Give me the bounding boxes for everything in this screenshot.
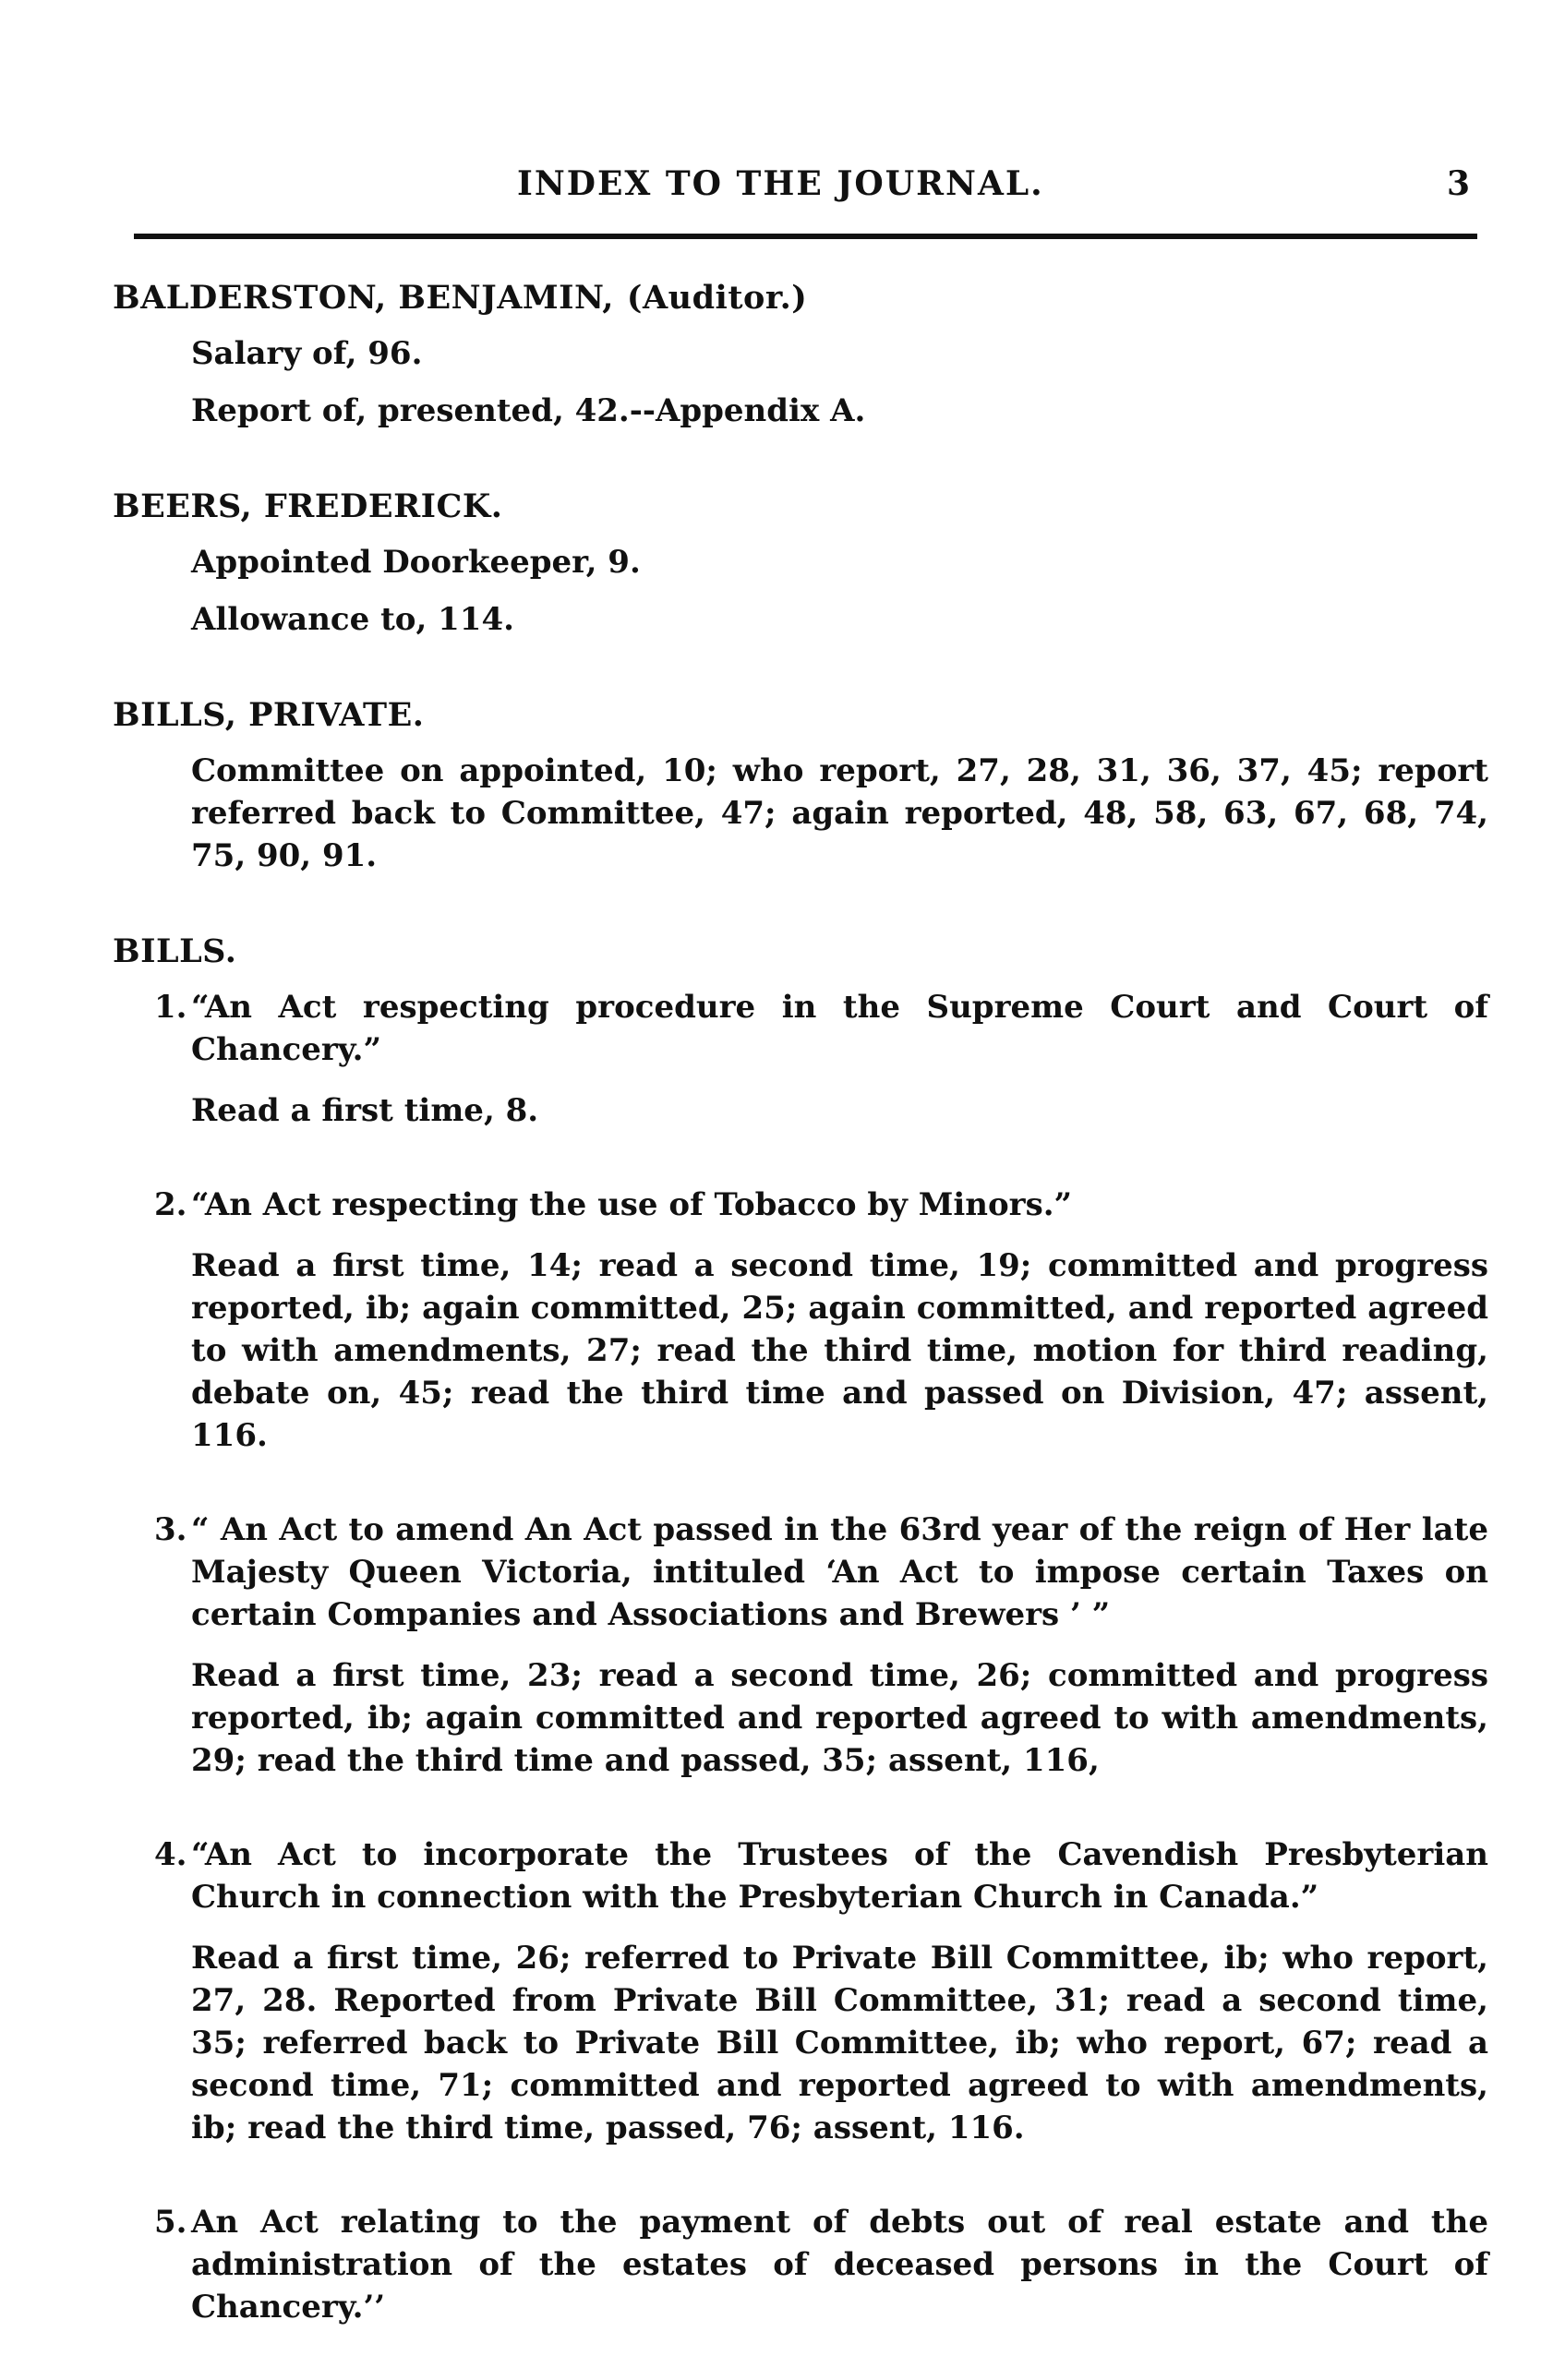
bill-proceedings: Read a first time, 8.: [191, 1092, 539, 1129]
bill-title-row: [154, 2201, 1488, 2328]
bill-number: 2.: [154, 1186, 187, 1223]
bill-title: An Act relating to the payment of debts out of real estate and the administration of the estates of deceased persons in the Court of Chancery.’’: [191, 2204, 1488, 2326]
bill-number: 3.: [154, 1511, 187, 1548]
entry-item: Allowance to, 114.: [191, 601, 514, 638]
entry-heading-note: (Auditor.): [626, 279, 808, 317]
entry-bills: [113, 931, 1488, 2328]
entry-heading: BILLS, PRIVATE.: [113, 696, 425, 734]
entry-heading: BEERS, FREDERICK.: [113, 487, 503, 525]
bill-title-row: [154, 986, 1488, 1071]
running-title: INDEX TO THE JOURNAL.: [517, 164, 1044, 203]
bill-title: “An Act to incorporate the Trustees of the Cavendish Presbyterian Church in connection with the Presbyterian Church in Canada.”: [191, 1836, 1488, 1916]
bill-number: 4.: [154, 1836, 187, 1873]
bill-item: [154, 1833, 1488, 2149]
bill-proceedings: Read a first time, 14; read a second time, 19; committed and progress reported, ib; again committed, 25; again committed, and reported agreed to with amendments, 27; read the third time, motion for third reading, debate on, 45; read the third time and passed on Division, 47; assent, 116.: [191, 1247, 1488, 1454]
bill-number: 5.: [154, 2204, 187, 2241]
entry-bills-private: [113, 694, 1488, 877]
bill-number: 1.: [154, 989, 187, 1026]
index-content: [113, 277, 1488, 2380]
bill-item: [154, 986, 1488, 1132]
bill-title: “An Act respecting procedure in the Supreme Court and Court of Chancery.”: [191, 989, 1488, 1068]
bill-title-row: [154, 1509, 1488, 1636]
bill-proceedings: Read a first time, 23; read a second time, 26; committed and progress reported, ib; again committed and reported agreed to with amendments, 29; read the third time and passed, 35; assent, 116,: [191, 1657, 1488, 1779]
bill-proceedings: Read a first time, 26; referred to Private Bill Committee, ib; who report, 27, 28. Reported from Private Bill Committee, 31; read a second time, 35; referred back to Private Bill Committee, ib; who report, 67; read a second time, 71; committed and reported agreed to with amendments, ib; read the third time, passed, 76; assent, 116.: [191, 1940, 1488, 2146]
entry-heading: [113, 277, 1488, 319]
running-header: [0, 164, 1541, 210]
bill-item: [154, 2201, 1488, 2328]
bill-title-row: [154, 1833, 1488, 1918]
header-rule: [134, 234, 1477, 239]
entry-item: Report of, presented, 42.--Appendix A.: [191, 392, 866, 429]
entry-item: Appointed Doorkeeper, 9.: [191, 544, 641, 581]
bill-title-row: [154, 1184, 1488, 1226]
entry-balderston: [113, 277, 1488, 432]
bill-title: “An Act respecting the use of Tobacco by Minors.”: [191, 1186, 1073, 1223]
entry-text: Committee on appointed, 10; who report, 27, 28, 31, 36, 37, 45; report referred back to Committee, 47; again reported, 48, 58, 63, 67, 68, 74, 75, 90, 91.: [191, 752, 1488, 874]
entry-item: Salary of, 96.: [191, 335, 423, 372]
entry-beers: [113, 486, 1488, 641]
bill-item: [154, 1509, 1488, 1782]
entry-heading: BILLS.: [113, 932, 237, 970]
entry-heading-name: BALDERSTON, BENJAMIN,: [113, 279, 614, 317]
bill-title: “ An Act to amend An Act passed in the 63rd year of the reign of Her late Majesty Queen Victoria, intituled ‘An Act to impose certain Taxes on certain Companies and Associations and Brewers ’ ”: [191, 1511, 1488, 1633]
page-number: 3: [1447, 164, 1471, 203]
bill-item: [154, 1184, 1488, 1457]
